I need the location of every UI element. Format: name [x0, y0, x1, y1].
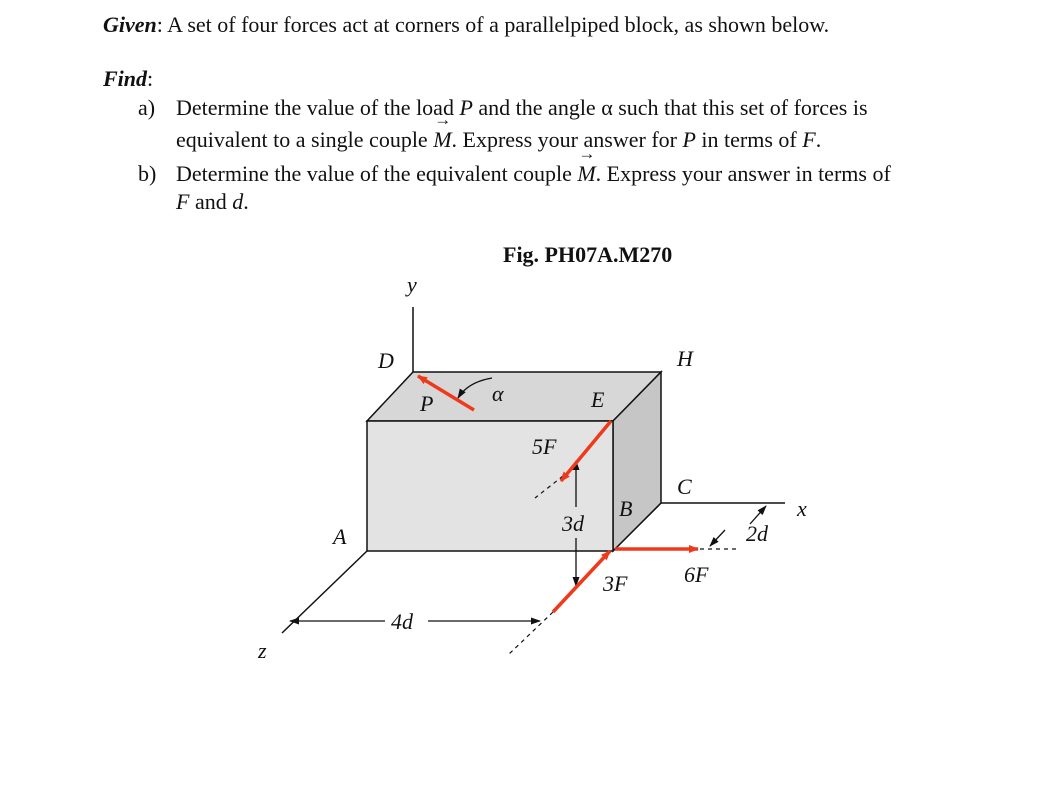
label-y: y [407, 272, 417, 297]
label-D: D [378, 348, 394, 373]
label-H: H [677, 346, 693, 371]
label-P: P [420, 391, 434, 416]
label-z: z [258, 638, 267, 663]
item-a-P2: P [682, 127, 696, 152]
find-label: Find [103, 66, 148, 91]
item-b-text2: . Express your answer in terms of [595, 161, 891, 186]
label-3d: 3d [562, 511, 584, 536]
item-b-and: and [194, 189, 227, 214]
label-4d: 4d [391, 609, 413, 634]
label-B: B [619, 496, 633, 521]
item-a-text4: . Express your answer for [451, 127, 677, 152]
item-a-P: P [459, 95, 473, 120]
find-colon: : [147, 66, 154, 91]
dim-2d-lower [710, 530, 725, 546]
item-a-text5: in terms of [701, 127, 797, 152]
label-2d: 2d [746, 521, 768, 546]
label-C: C [677, 474, 692, 499]
given-label: Given [103, 12, 157, 37]
item-b-text1: Determine the value of the equivalent couple [176, 161, 572, 186]
item-b-M-vector: → M [577, 161, 595, 187]
label-6F: 6F [684, 562, 709, 587]
guide-3F [508, 612, 553, 655]
given-text: : A set of four forces act at corners of a parallelpiped block, as shown below. [156, 12, 830, 37]
item-a-marker: a) [138, 95, 156, 120]
item-a-text1: Determine the value of the load [176, 95, 454, 120]
figure-title: Fig. PH07A.M270 [503, 242, 673, 267]
block-top-face [367, 372, 661, 421]
label-x: x [797, 496, 807, 521]
item-a-end: . [815, 127, 822, 152]
item-a-text3: equivalent to a single couple [176, 127, 428, 152]
item-b-F: F [176, 189, 190, 214]
label-alpha: α [492, 381, 504, 406]
item-b-marker: b) [138, 161, 157, 186]
label-5F: 5F [532, 434, 557, 459]
item-b-d: d [232, 189, 244, 214]
item-b-end: . [243, 189, 249, 214]
label-3F: 3F [603, 571, 628, 596]
item-a-F: F [802, 127, 816, 152]
item-a-M-vector: → M [433, 127, 451, 153]
force-3F-arrow [553, 551, 610, 612]
label-E: E [591, 387, 605, 412]
label-A: A [333, 524, 347, 549]
item-a-text2: and the angle α such that this set of forces is [478, 95, 868, 120]
